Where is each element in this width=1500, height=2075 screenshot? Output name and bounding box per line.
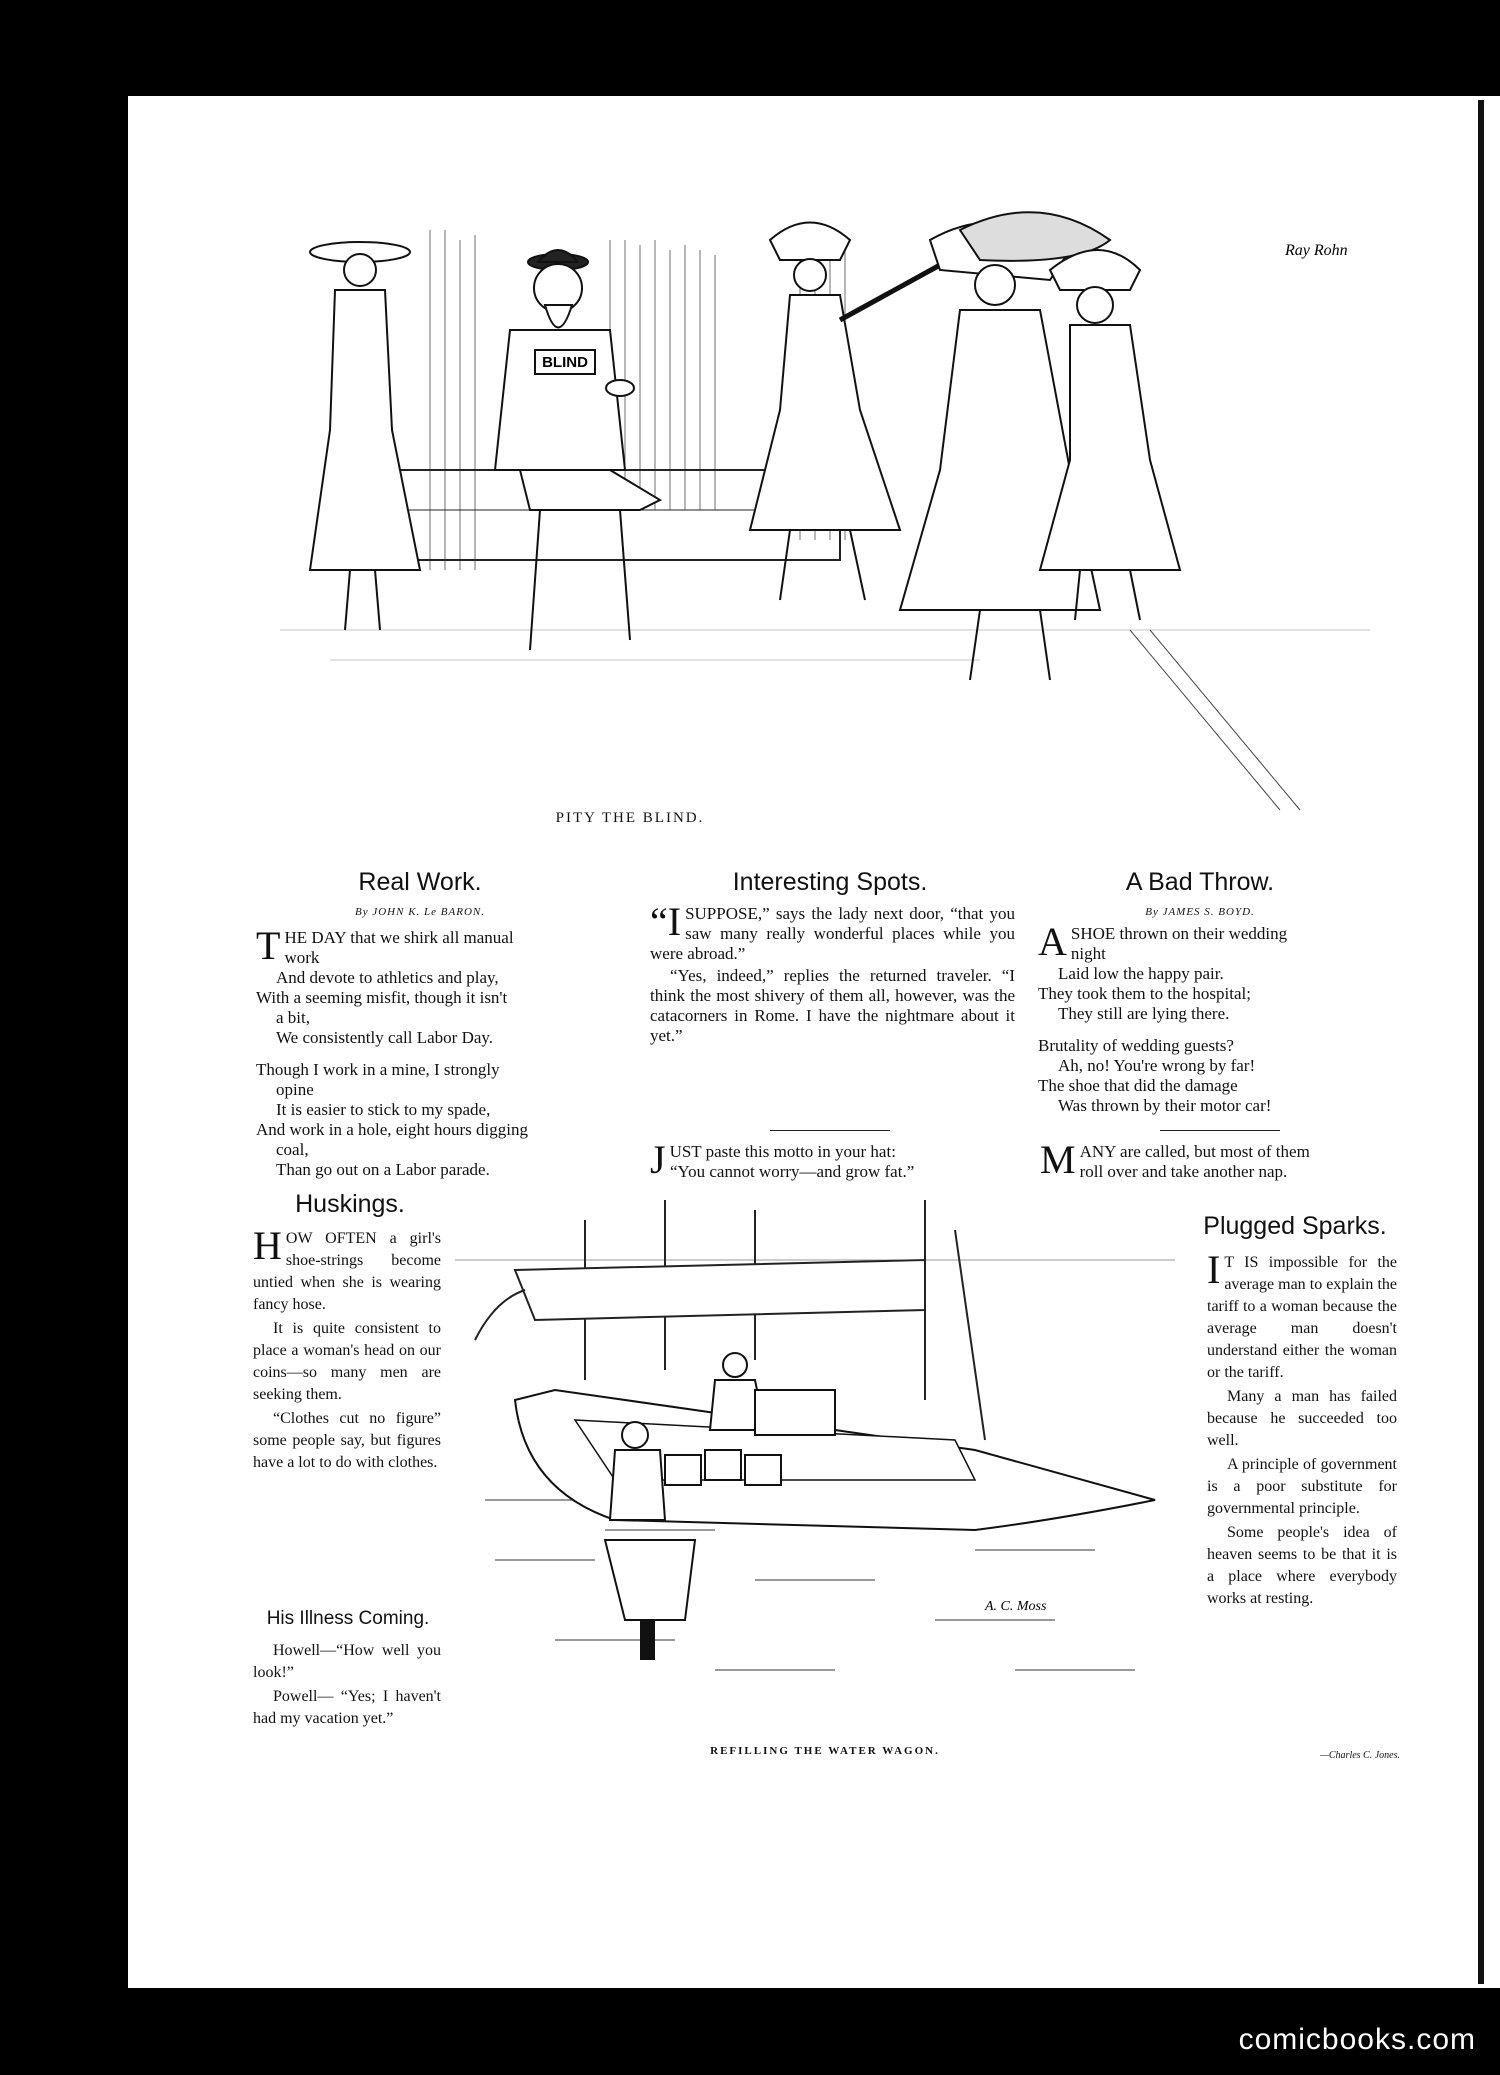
poem-line: opine [276,1080,314,1099]
poem-line: Was thrown by their motor car! [1058,1096,1272,1115]
paragraph: “Yes, indeed,” replies the returned traveler. “I think the most shivery of them all, however, was the catacorners in Rome. I have the nightmare about it yet.” [650,966,1015,1045]
real-work-poem [256,923,628,1180]
plugged-sparks-text [1207,1247,1397,1612]
motto-line: JUST paste this motto in your hat: [650,1137,896,1182]
paragraph: A principle of government is a poor substitute for governmental principle. [1207,1456,1397,1517]
his-illness-title: His Illness Coming. [266,1608,430,1629]
blind-sign-text: BLIND [542,354,588,371]
poem-line: With a seeming misfit, though it isn't [256,988,508,1007]
drop-cap: A [1038,919,1067,964]
page-gutter [1478,100,1484,1984]
poem-line: a bit, [276,1008,310,1027]
poem-line: coal, [276,1140,309,1159]
paragraph: Some people's idea of heaven seems to be that it is a place where everybody works at resting. [1207,1524,1397,1607]
poem-line: And work in a hole, eight hours digging [256,1120,528,1139]
paragraph: Howell—“How well you look!” [253,1642,441,1681]
poem-line: Ah, no! You're wrong by far! [1058,1056,1256,1075]
real-work-byline: By JOHN K. Le BARON. [355,906,485,918]
drop-cap: “I [650,899,682,944]
paragraph: Many a man has failed because he succeeded too well. [1207,1388,1397,1449]
interesting-spots-text [650,899,1015,1048]
poem-line: THE DAY that we shirk all manual [256,923,514,968]
joke-line: MANY are called, but most of them [1040,1137,1310,1182]
poem-line: Though I work in a mine, I strongly [256,1060,500,1079]
poem-line: night [1070,944,1106,963]
bad-throw-title: A Bad Throw. [1125,868,1275,896]
paragraph: I T IS impossible for the average man to explain the tariff to a woman because the average man doesn't understand either the woman or the tariff. [1207,1247,1397,1381]
drop-cap: J [650,1137,666,1182]
drop-cap: M [1040,1137,1076,1182]
poem-line: They still are lying there. [1058,1004,1230,1023]
poem-line: work [284,948,320,967]
pity-the-blind-caption: PITY THE BLIND. [555,810,705,826]
plugged-sparks-credit: —Charles C. Jones. [1320,1750,1400,1761]
site-watermark: comicbooks.com [1238,2023,1476,2056]
paragraph: “Clothes cut no figure” some people say, but figures have a lot to do with clothes. [253,1410,441,1471]
bad-throw-byline: By JAMES S. BOYD. [1145,906,1255,918]
poem-line: And devote to athletics and play, [276,968,499,987]
paragraph: It is quite consistent to place a woman's head on our coins—so many men are seeking them. [253,1320,441,1403]
drop-cap: T [256,923,281,968]
paragraph: “I SUPPOSE,” says the lady next door, “that you saw many really wonderful places while you were abroad.” [650,899,1015,963]
real-work-title: Real Work. [358,868,482,896]
plugged-sparks-title: Plugged Sparks. [1203,1212,1387,1240]
drop-cap: H [253,1223,282,1268]
top-illustration-signature: Ray Rohn [1285,242,1348,259]
water-wagon-illustration [455,1200,1175,1730]
poem-line: Brutality of wedding guests? [1038,1036,1234,1055]
poem-line: The shoe that did the damage [1038,1076,1238,1095]
section-divider [770,1130,890,1131]
motto-text [650,1137,1020,1182]
poem-line: They took them to the hospital; [1038,984,1251,1003]
huskings-title: Huskings. [295,1190,405,1218]
poem-line: We consistently call Labor Day. [276,1028,494,1047]
poem-line: ASHOE thrown on their wedding [1038,919,1288,964]
interesting-spots-title: Interesting Spots. [732,868,928,896]
bad-throw-poem [1038,919,1410,1116]
bottom-illustration-signature: A. C. Moss [985,1599,1047,1614]
poem-line: Laid low the happy pair. [1058,964,1224,983]
water-wagon-caption: REFILLING THE WATER WAGON. [710,1745,940,1757]
many-are-called-text [1040,1137,1410,1182]
drop-cap: I [1207,1247,1221,1292]
poem-line: It is easier to stick to my spade, [276,1100,491,1119]
motto-line: “You cannot worry—and grow fat.” [670,1162,915,1181]
section-divider [1160,1130,1280,1131]
huskings-text [253,1223,441,1476]
pity-the-blind-illustration [280,210,1370,830]
paragraph: HOW OFTEN a girl's shoe-strings become untied when she is wearing fancy hose. [253,1223,441,1313]
joke-line: roll over and take another nap. [1079,1162,1288,1181]
poem-line: Than go out on a Labor parade. [276,1160,490,1179]
his-illness-text [253,1640,441,1732]
paragraph: Powell— “Yes; I haven't had my vacation yet.” [253,1688,441,1727]
